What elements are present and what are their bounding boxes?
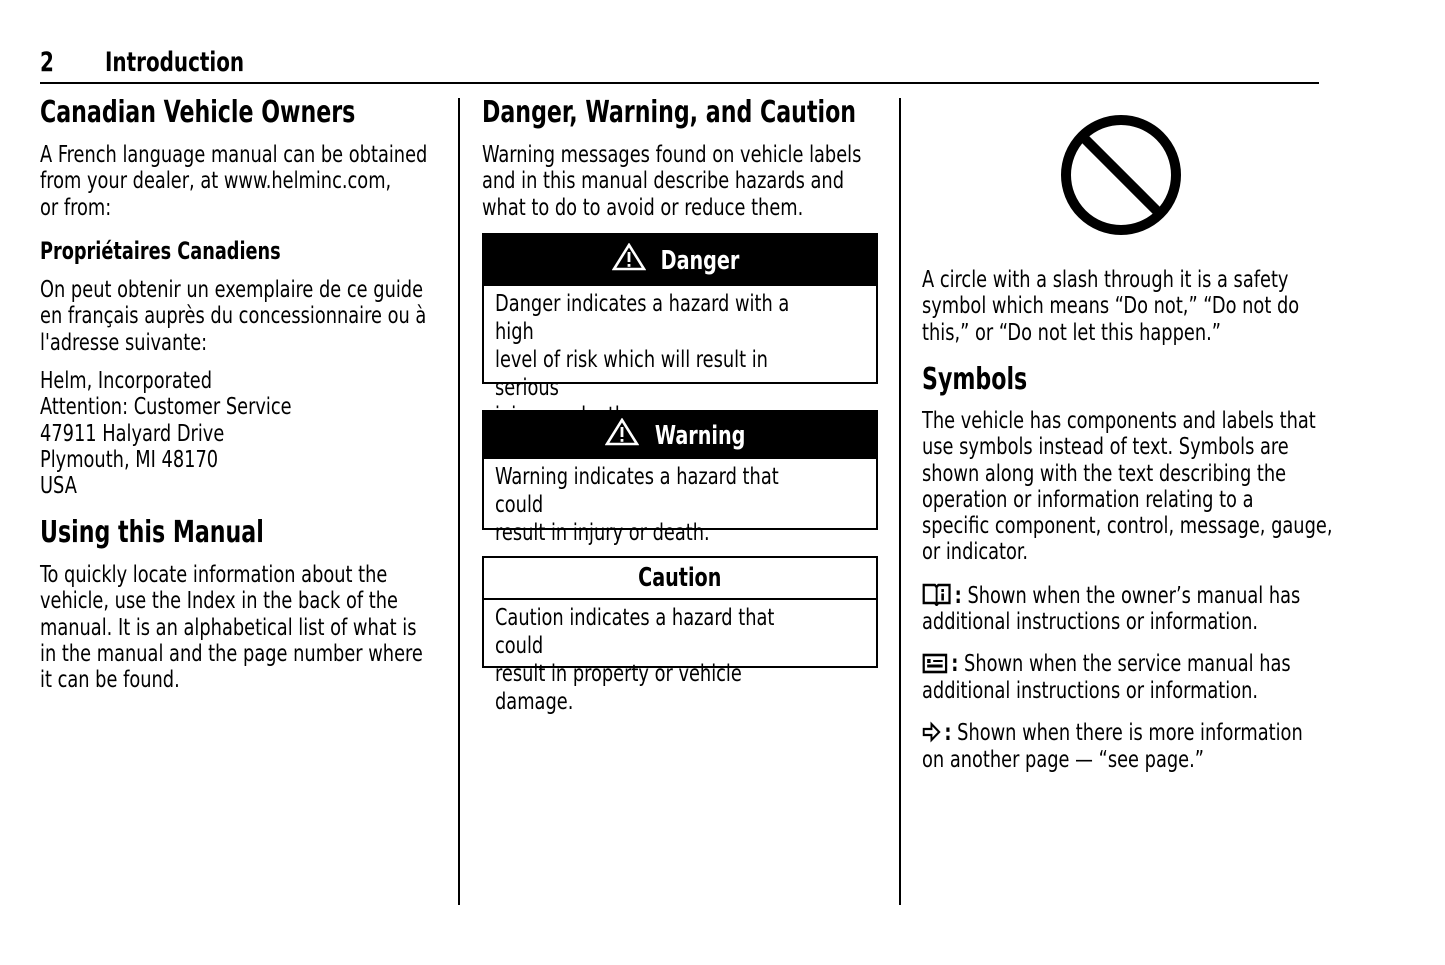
warning-box bbox=[482, 410, 878, 546]
column-divider-right bbox=[899, 98, 901, 905]
danger-label: Danger bbox=[660, 245, 740, 276]
caution-box-header bbox=[484, 558, 876, 600]
using-manual-heading: Using this Manual bbox=[40, 515, 264, 550]
see-page-line2: on another page — “see page.” bbox=[922, 747, 1204, 773]
owners-manual-line2: additional instructions or information. bbox=[922, 609, 1259, 635]
proprietaires-body: On peut obtenir un exemplaire de ce guide en français auprès du concessionnaire ou à l'adresse suivante: bbox=[40, 277, 427, 356]
warning-label: Warning bbox=[654, 420, 746, 451]
caution-box bbox=[482, 556, 878, 715]
canadian-owners-body: A French language manual can be obtained from your dealer, at www.helminc.com, or from: bbox=[40, 142, 428, 221]
danger-body bbox=[484, 286, 876, 430]
caution-body bbox=[484, 600, 876, 716]
mailing-address: Helm, Incorporated Attention: Customer Service 47911 Halyard Drive Plymouth, MI 48170 USA bbox=[40, 368, 292, 500]
see-page-line1: Shown when there is more information bbox=[957, 720, 1303, 746]
using-manual-body: To quickly locate information about the vehicle, use the Index in the back of the manual. It is an alphabetical list of what is in the manual and the page number where it can be found. bbox=[40, 562, 423, 694]
warning-body-text: Warning indicates a hazard that could result in injury or death. bbox=[495, 464, 779, 546]
danger-box-header bbox=[484, 235, 876, 286]
caution-label: Caution bbox=[638, 563, 722, 593]
service-manual-line1: Shown when the service manual has bbox=[964, 651, 1291, 677]
warning-triangle-icon bbox=[605, 418, 639, 453]
service-manual-line2: additional instructions or information. bbox=[922, 678, 1259, 704]
danger-warning-caution-heading: Danger, Warning, and Caution bbox=[482, 95, 857, 130]
symbol-item-service-manual: : Shown when the service manual has bbox=[922, 651, 1291, 681]
column-divider-left bbox=[458, 98, 460, 905]
warning-box-header bbox=[484, 412, 876, 459]
prohibition-symbol-icon bbox=[1060, 114, 1182, 240]
symbols-body: The vehicle has components and labels that use symbols instead of text. Symbols are shown along with the text describing the operation or information relating to a specific component, control, message, gauge, or indicator. bbox=[922, 408, 1333, 566]
danger-box bbox=[482, 233, 878, 401]
owners-manual-icon bbox=[922, 582, 951, 613]
symbol-item-see-page: : Shown when there is more information bbox=[922, 720, 1303, 750]
owners-manual-line1: Shown when the owner’s manual has bbox=[967, 583, 1301, 609]
service-manual-icon bbox=[922, 652, 948, 681]
warning-triangle-icon bbox=[612, 243, 646, 278]
warning-body bbox=[484, 459, 876, 547]
caution-body-text: Caution indicates a hazard that could result in property or vehicle damage. bbox=[495, 605, 775, 715]
symbol-item-owners-manual: : Shown when the owner’s manual has bbox=[922, 582, 1300, 613]
danger-body-text: Danger indicates a hazard with a high level of risk which will result in serious bbox=[495, 291, 790, 401]
proprietaires-heading: Propriétaires Canadiens bbox=[40, 237, 281, 265]
section-title: Introduction bbox=[105, 47, 245, 78]
see-page-arrow-icon bbox=[922, 721, 941, 750]
prohibition-symbol-description: A circle with a slash through it is a safety symbol which means “Do not,” “Do not do this,” or “Do not let this happen.” bbox=[922, 267, 1300, 346]
symbols-heading: Symbols bbox=[922, 362, 1028, 397]
header-rule bbox=[40, 82, 1319, 84]
canadian-owners-heading: Canadian Vehicle Owners bbox=[40, 95, 356, 130]
warning-messages-intro: Warning messages found on vehicle labels and in this manual describe hazards and what to do to avoid or reduce them. bbox=[482, 142, 862, 221]
page-number: 2 bbox=[40, 47, 54, 78]
